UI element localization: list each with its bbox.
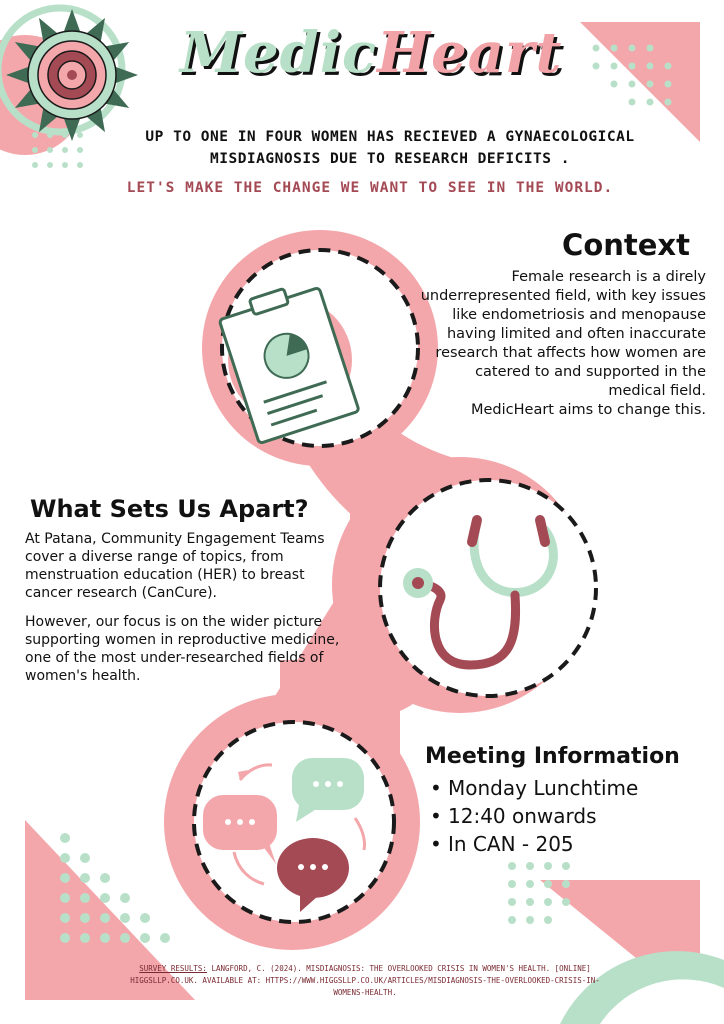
meeting-item-time: • 12:40 onwards	[430, 802, 710, 830]
meeting-heading: Meeting Information	[425, 744, 680, 769]
title-heart: Heart	[377, 20, 563, 86]
meeting-item-location: • In CAN - 205	[430, 830, 710, 858]
apart-body	[25, 530, 355, 696]
top-right-triangle	[580, 22, 700, 142]
context-closing: MedicHeart aims to change this.	[470, 402, 706, 418]
hook-line-1: UP TO ONE IN FOUR WOMEN HAS RECIEVED A GYNAECOLOGICAL	[145, 129, 635, 145]
page-title	[180, 18, 563, 88]
footer-label: SURVEY RESULTS:	[139, 964, 207, 973]
context-body	[420, 268, 706, 420]
title-medic: Medic	[180, 20, 378, 86]
hook-line-2: MISDIAGNOSIS DUE TO RESEARCH DEFICITS .	[210, 151, 570, 167]
call-to-action: LET'S MAKE THE CHANGE WE WANT TO SEE IN THE WORLD.	[126, 180, 614, 196]
context-paragraph: Female research is a direly underrepresented field, with key issues like endometriosis and menopause having limited and often inaccurate research that affects how women are catered to and supported in the medical field.	[420, 269, 706, 399]
apart-heading: What Sets Us Apart?	[30, 495, 309, 523]
meeting-item-day: • Monday Lunchtime	[430, 774, 710, 802]
apart-paragraph-2: However, our focus is on the wider picture supporting women in reproductive medicine, one of the most under-researched fields of women's health.	[25, 614, 340, 684]
footer-citation	[120, 963, 610, 999]
context-heading: Context	[562, 228, 690, 262]
footer-reference: LANGFORD, C. (2024). MISDIAGNOSIS: THE OVERLOOKED CRISIS IN WOMEN'S HEALTH. [ONLINE] HIGGSLLP.CO.UK. AVAILABLE AT: HTTPS://WWW.HIGGSLLP.CO.UK/ARTICLES/MISDIAGNOSIS-THE-OVERLOOKED-CRISIS-IN-WOMENS-HEALTH.	[130, 964, 600, 997]
apart-paragraph-1: At Patana, Community Engagement Teams cover a diverse range of topics, from menstruation education (HER) to breast cancer research (CanCure).	[25, 531, 325, 601]
meeting-list	[430, 774, 710, 858]
hook-statement	[100, 126, 680, 170]
